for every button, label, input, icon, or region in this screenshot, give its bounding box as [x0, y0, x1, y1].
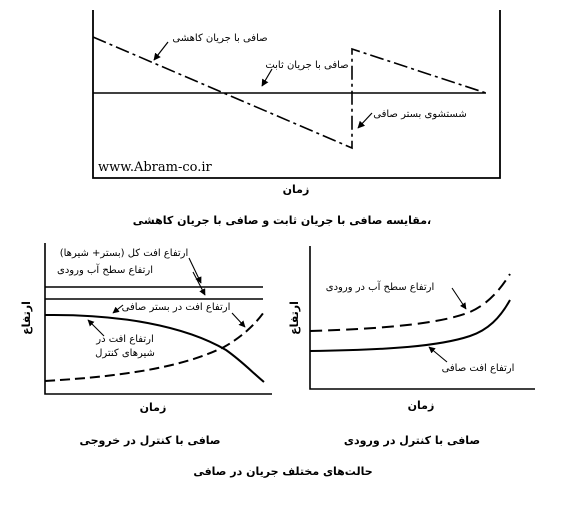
top-diagram	[93, 10, 500, 227]
top-xlabel: زمان	[282, 183, 310, 196]
label-filter-loss: ارتفاع افت صافی	[441, 363, 515, 374]
watermark: www.Abram-co.ir	[98, 160, 212, 175]
total-loss-arrow	[189, 258, 201, 283]
label-valve-loss-1: ارتفاع افت در	[96, 334, 154, 345]
inlet-level-arrow	[193, 272, 205, 295]
label-valve-loss-2: شیرهای کنترل	[95, 348, 155, 359]
backwash-arrow	[358, 113, 372, 128]
outlet-control-diagram	[20, 243, 272, 447]
filter-loss-arrow	[429, 347, 447, 362]
right-ylabel: ارتفاع	[288, 301, 301, 335]
figure-caption: حالت‌های مختلف جریان در صافی	[193, 465, 373, 478]
label-bed-loss: ارتفاع افت در بستر صافی	[121, 302, 231, 313]
right-caption: صافی با کنترل در ورودی	[343, 434, 481, 447]
top-frame	[93, 10, 500, 178]
right-xlabel: زمان	[407, 399, 435, 412]
declining-arrow	[154, 42, 168, 60]
bed-loss-arrow-2	[232, 313, 245, 327]
inlet-control-diagram	[288, 246, 535, 447]
label-inlet-level-right: ارتفاع سطح آب در ورودی	[325, 282, 435, 293]
left-caption: صافی با کنترل در خروجی	[79, 434, 221, 447]
label-constant: صافی با جریان ثابت	[265, 60, 349, 71]
inlet-level-arrow-right	[452, 288, 466, 309]
label-inlet-level-left: ارتفاع سطح آب ورودی	[57, 265, 153, 276]
valve-loss-curve	[45, 312, 264, 381]
left-ylabel: ارتفاع	[20, 301, 33, 335]
label-backwash: شستشوی بستر صافی	[373, 109, 467, 120]
constant-arrow	[262, 69, 272, 86]
label-declining: صافی با جریان کاهشی	[172, 33, 268, 44]
left-xlabel: زمان	[139, 401, 167, 414]
top-caption: مقایسه صافی با جریان ثابت و صافی با جریان کاهشی،	[132, 214, 432, 227]
label-total-loss: ارتفاع افت کل (بستر+ شیرها)	[59, 248, 189, 259]
